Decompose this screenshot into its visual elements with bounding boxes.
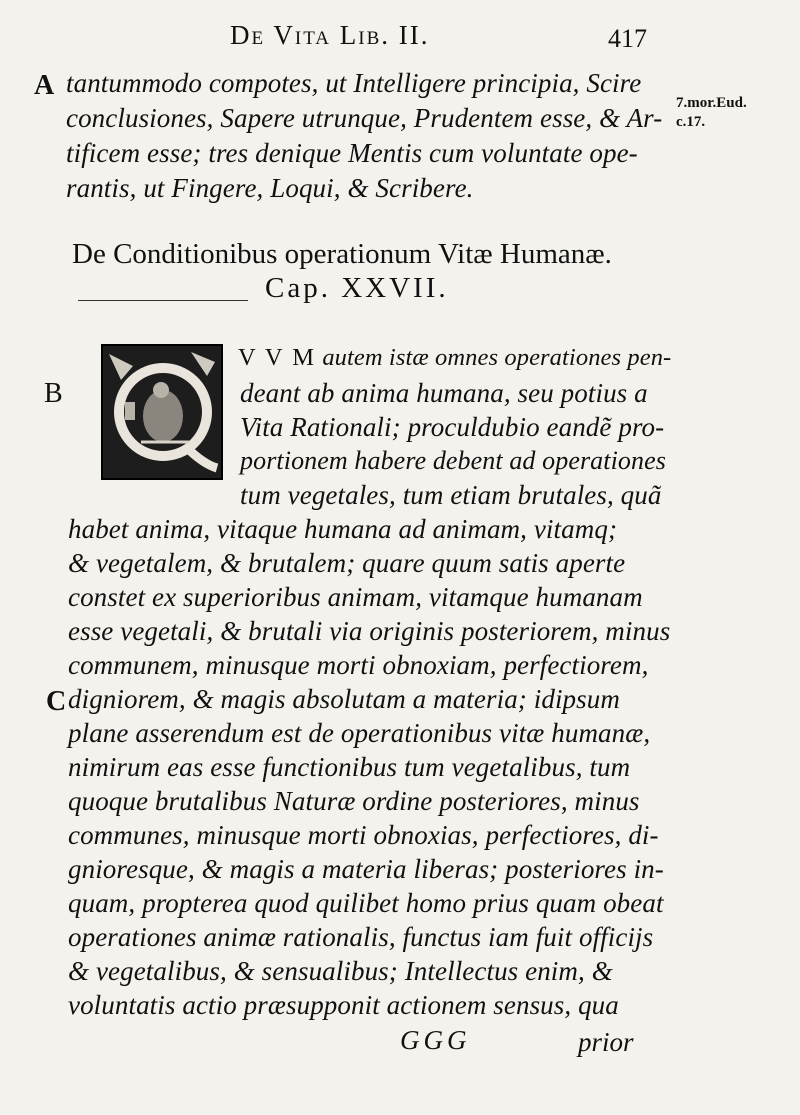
- body-line-2: deant ab anima humana, seu potius a: [240, 378, 648, 408]
- intro-line-4: rantis, ut Fingere, Loqui, & Scribere.: [66, 173, 474, 203]
- chapter-title: De Conditionibus operationum Vitæ Humanæ.: [72, 238, 612, 270]
- body-line-1: [238, 344, 671, 372]
- body-line-3: Vita Rationali; proculdubio eandẽ pro-: [240, 412, 665, 442]
- body-line-4: portionem habere debent ad operationes: [240, 446, 666, 475]
- body-line-10: communem, minusque morti obnoxiam, perfectiorem,: [68, 650, 649, 680]
- body-line-1-text: autem istæ omnes operationes pen-: [322, 344, 672, 371]
- running-title: De Vita Lib. II.: [230, 20, 430, 50]
- intro-line-1: tantummodo compotes, ut Intelligere principia, Scire: [66, 68, 642, 98]
- intro-line-2: conclusiones, Sapere utrunque, Prudentem esse, & Ar-: [66, 103, 663, 133]
- catchword: prior: [578, 1027, 634, 1057]
- margin-note-line2: c.17.: [676, 114, 706, 130]
- chapter-number: Cap. XXVII.: [265, 272, 449, 304]
- lead-roman-letters: V V M: [238, 344, 317, 371]
- body-line-17: quam, propterea quod quilibet homo prius quam obeat: [68, 888, 664, 918]
- body-line-14: quoque brutalibus Naturæ ordine posteriores, minus: [68, 786, 640, 816]
- page-number: 417: [608, 24, 647, 53]
- body-line-5: tum vegetales, tum etiam brutales, quã: [240, 480, 662, 510]
- margin-letter-b: B: [44, 378, 63, 409]
- body-line-16: gnioresque, & magis a materia liberas; posteriores in-: [68, 854, 664, 884]
- body-line-7: & vegetalem, & brutalem; quare quum satis aperte: [68, 548, 626, 578]
- margin-note-line1: 7.mor.Eud.: [676, 95, 747, 111]
- decorated-initial-q-icon: [101, 344, 223, 480]
- body-line-20: voluntatis actio præsupponit actionem sensus, qua: [68, 990, 619, 1020]
- chapter-rule: [78, 300, 248, 301]
- intro-line-3: tificem esse; tres denique Mentis cum voluntate ope-: [66, 138, 638, 168]
- body-line-9: esse vegetali, & brutali via originis posteriorem, minus: [68, 616, 671, 646]
- body-line-6: habet anima, vitaque humana ad animam, vitamq;: [68, 514, 618, 544]
- body-line-12: plane asserendum est de operationibus vitæ humanæ,: [68, 718, 651, 748]
- body-line-18: operationes animæ rationalis, functus iam fuit officijs: [68, 922, 654, 952]
- margin-letter-c: C: [46, 686, 67, 717]
- body-line-8: constet ex superioribus animam, vitamque humanam: [68, 582, 643, 612]
- signature-mark: GGG: [400, 1025, 471, 1055]
- margin-note: [676, 94, 786, 132]
- body-line-15: communes, minusque morti obnoxias, perfectiores, di-: [68, 820, 659, 850]
- margin-letter-a: A: [34, 70, 55, 101]
- body-line-19: & vegetalibus, & sensualibus; Intellectus enim, &: [68, 956, 613, 986]
- body-line-13: nimirum eas esse functionibus tum vegetalibus, tum: [68, 752, 631, 782]
- body-line-11: digniorem, & magis absolutam a materia; idipsum: [68, 684, 620, 714]
